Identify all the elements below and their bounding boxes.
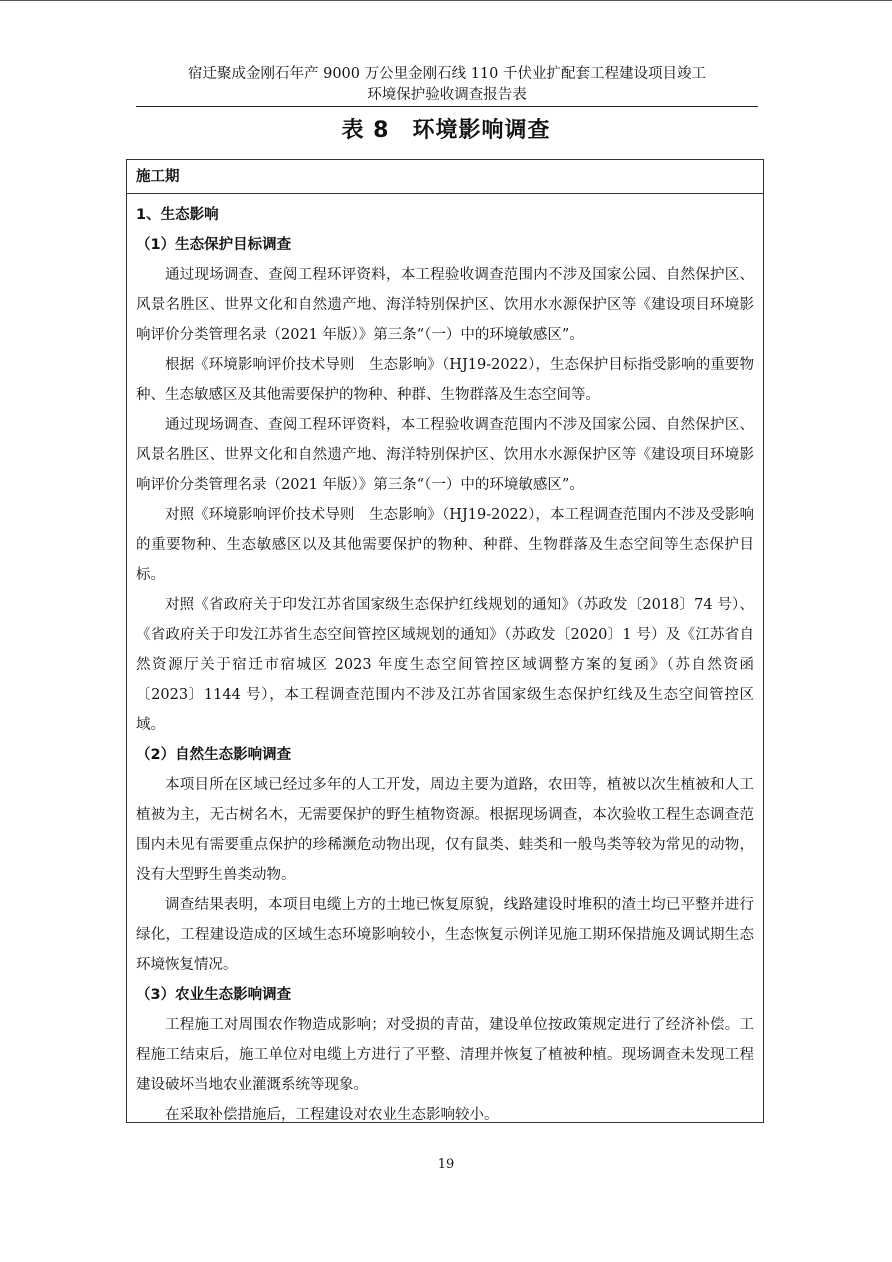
subheading-agricultural-ecology: （3）农业生态影响调查 (136, 987, 292, 1003)
header-rule (136, 106, 758, 107)
header-line-1: 宿迁聚成金刚石年产 9000 万公里金刚石线 110 千伏业扩配套工程建设项目竣工 (187, 66, 706, 82)
page-header (136, 64, 758, 106)
paragraph: 通过现场调查、查阅工程环评资料，本工程验收调查范围内不涉及国家公园、自然保护区、风景名胜区、世界文化和自然遗产地、海洋特别保护区、饮用水水源保护区等《建设项目环境影响评价分类管理名录（2021 年版）》第三条“（一）中的环境敏感区”。 (136, 417, 754, 493)
top-border-line (0, 0, 892, 1)
paragraph: 调查结果表明，本项目电缆上方的土地已恢复原貌，线路建设时堆积的渣土均已平整并进行绿化，工程建设造成的区域生态环境影响较小，生态恢复示例详见施工期环保措施及调试期生态环境恢复情况。 (136, 897, 754, 973)
period-label: 施工期 (127, 160, 763, 194)
survey-table (126, 159, 764, 1123)
paragraph: 在采取补偿措施后，工程建设对农业生态影响较小。 (165, 1107, 499, 1123)
paragraph: 对照《省政府关于印发江苏省国家级生态保护红线规划的通知》（苏政发〔2018〕74 号）、《省政府关于印发江苏省生态空间管控区域规划的通知》（苏政发〔2020〕1 号）及《江苏省自然资源厅关于宿迁市宿城区 2023 年度生态空间管控区域调整方案的复函》（苏自然资函〔2023〕1144 号），本工程调查范围内不涉及江苏省国家级生态保护红线及生态空间管控区域。 (136, 597, 754, 733)
section-heading-ecology: 1、生态影响 (136, 207, 219, 223)
paragraph: 对照《环境影响评价技术导则 生态影响》（HJ19-2022），本工程调查范围内不涉及受影响的重要物种、生态敏感区以及其他需要保护的物种、种群、生物群落及生态空间等生态保护目标。 (136, 507, 754, 583)
header-line-2: 环境保护验收调查报告表 (367, 87, 527, 103)
paragraph: 根据《环境影响评价技术导则 生态影响》（HJ19-2022），生态保护目标指受影响的重要物种、生态敏感区及其他需要保护的物种、种群、生物群落及生态空间等。 (136, 357, 754, 403)
table-content (127, 194, 763, 1130)
paragraph: 通过现场调查、查阅工程环评资料，本工程验收调查范围内不涉及国家公园、自然保护区、风景名胜区、世界文化和自然遗产地、海洋特别保护区、饮用水水源保护区等《建设项目环境影响评价分类管理名录（2021 年版）》第三条“（一）中的环境敏感区”。 (136, 267, 754, 343)
subheading-natural-ecology: （2）自然生态影响调查 (136, 747, 292, 763)
paragraph: 工程施工对周围农作物造成影响；对受损的青苗，建设单位按政策规定进行了经济补偿。工程施工结束后，施工单位对电缆上方进行了平整、清理并恢复了植被种植。现场调查未发现工程建设破坏当地农业灌溉系统等现象。 (136, 1017, 754, 1093)
table-title: 表 8 环境影响调查 (341, 118, 551, 143)
page-number: 19 (437, 1157, 455, 1172)
subheading-protection-targets: （1）生态保护目标调查 (136, 237, 292, 253)
paragraph: 本项目所在区域已经过多年的人工开发，周边主要为道路，农田等，植被以次生植被和人工植被为主，无古树名木，无需要保护的野生植物资源。根据现场调查，本次验收工程生态调查范围内未见有需要重点保护的珍稀濒危动物出现，仅有鼠类、蛙类和一般鸟类等较为常见的动物，没有大型野生兽类动物。 (136, 777, 754, 883)
